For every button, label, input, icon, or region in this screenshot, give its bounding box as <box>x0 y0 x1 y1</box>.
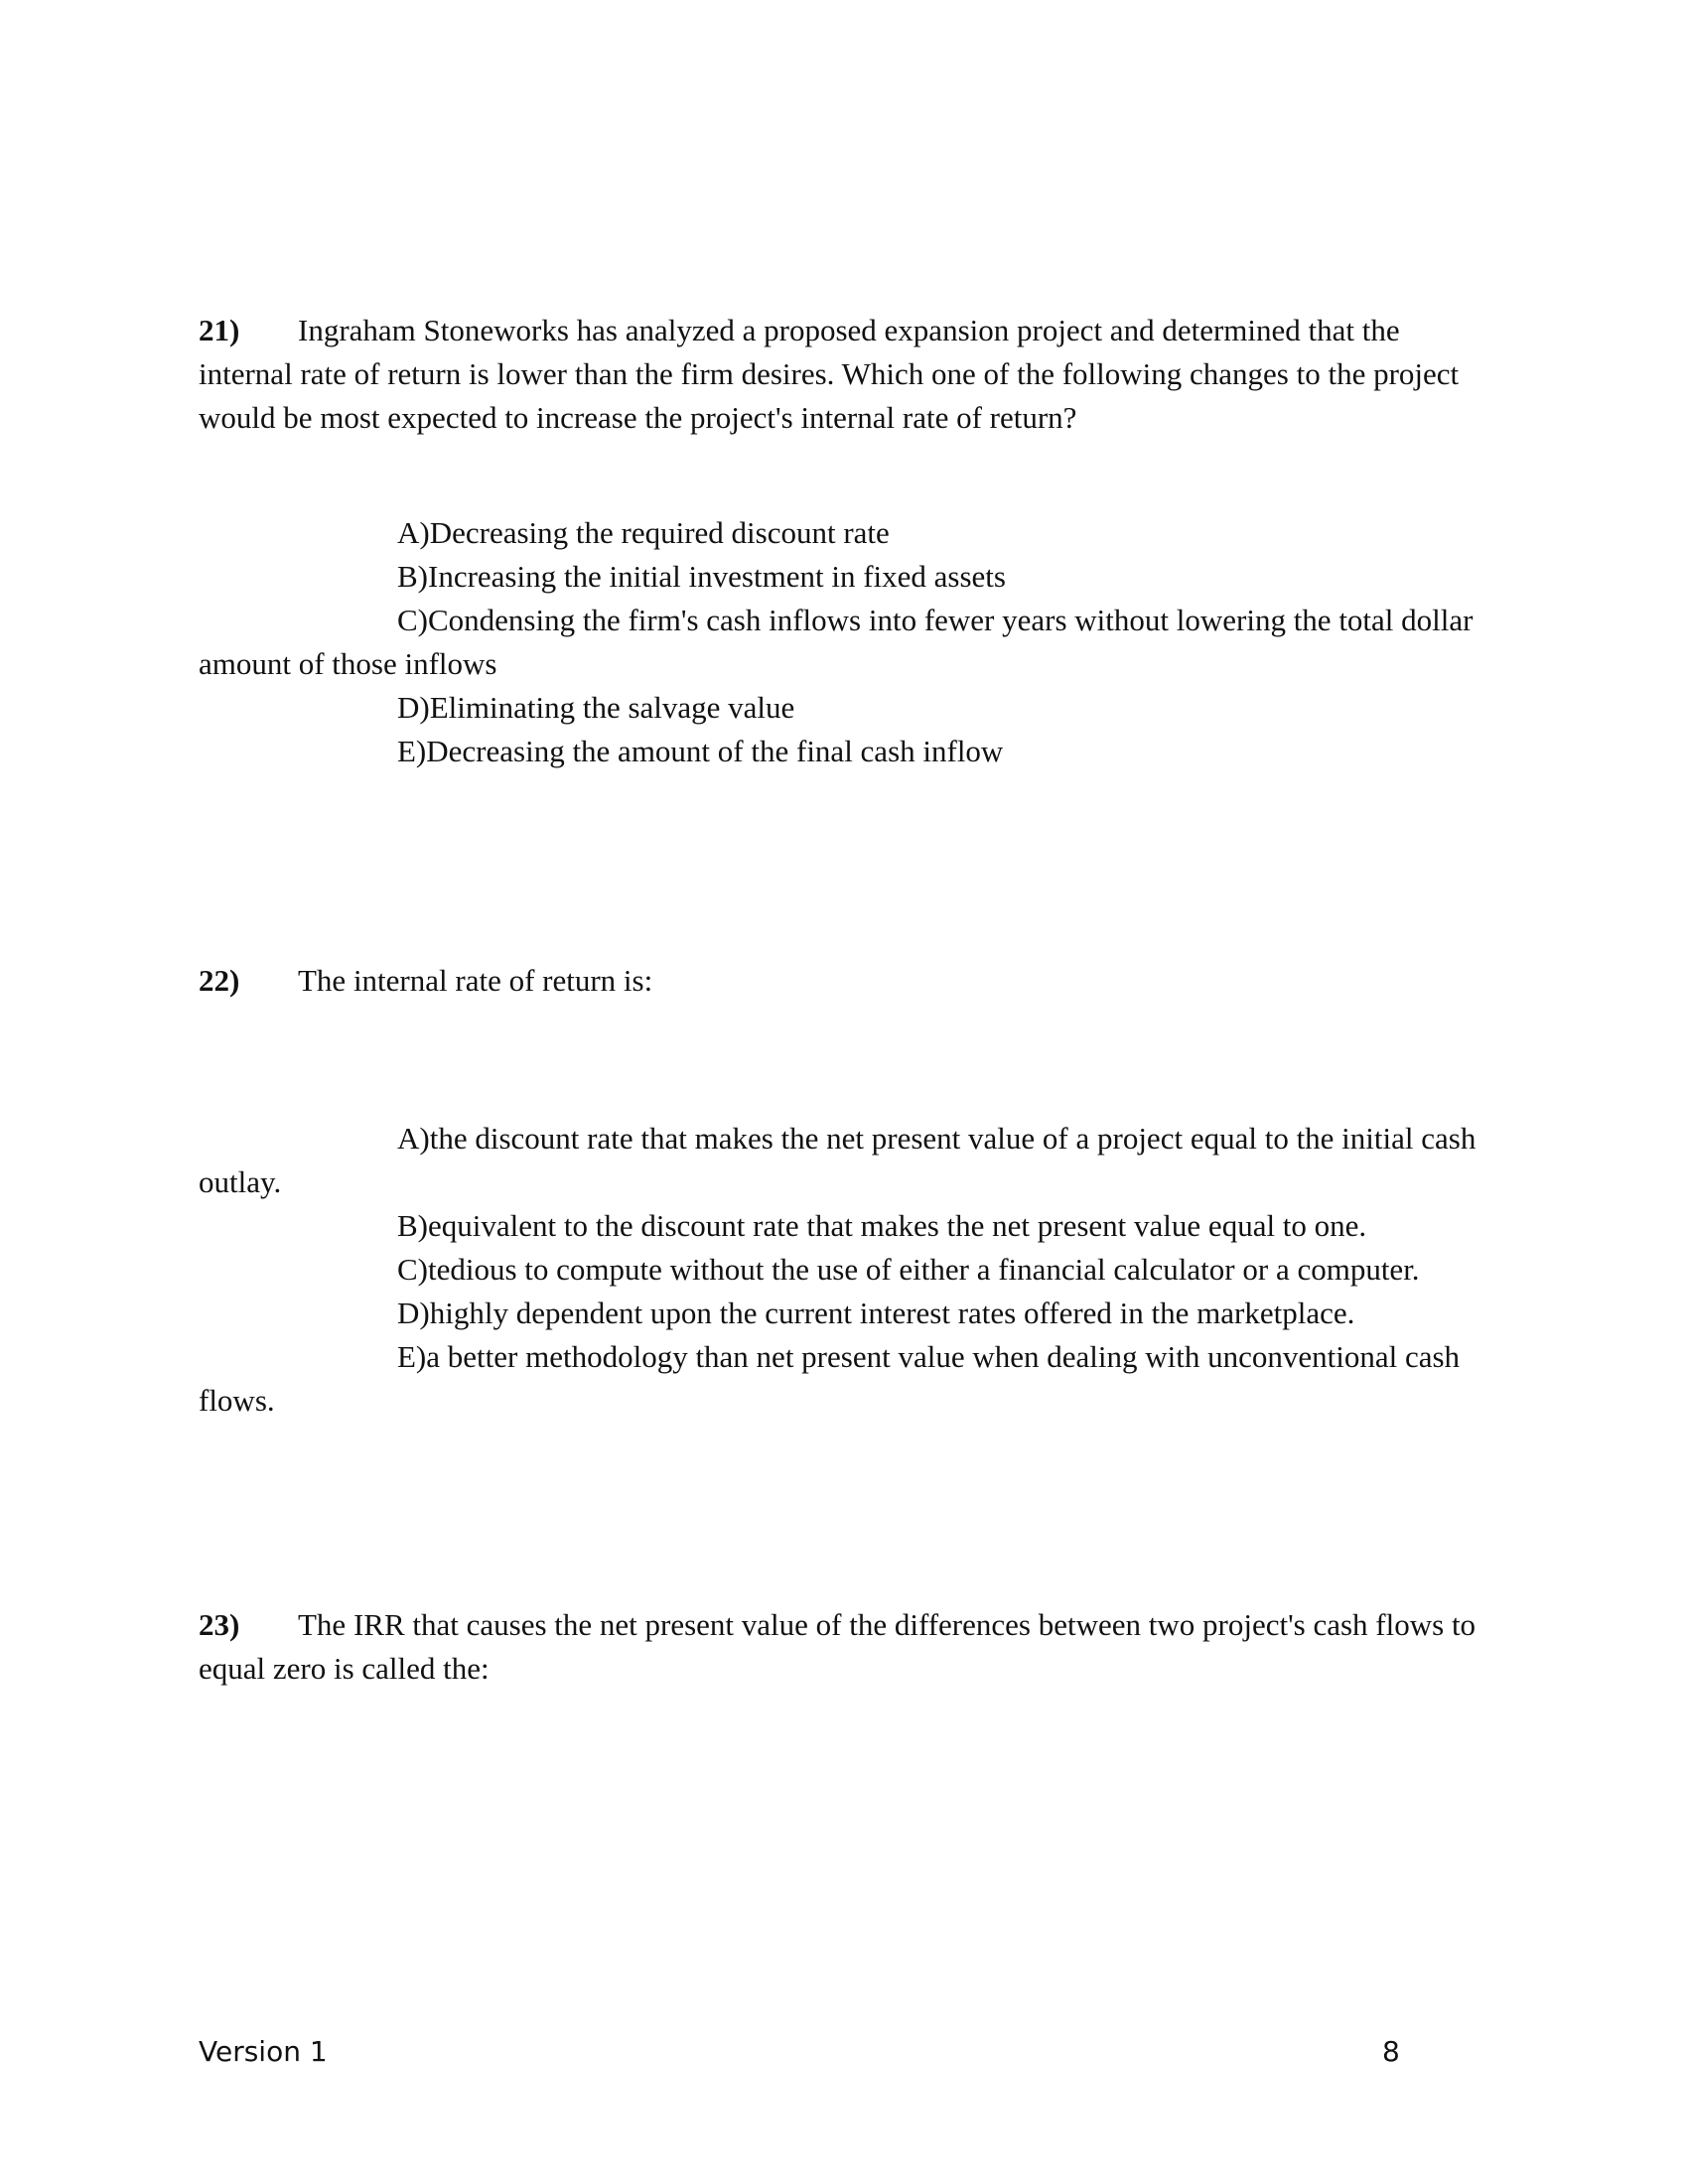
option-22-d <box>199 1292 1489 1335</box>
option-letter: A) <box>397 515 430 550</box>
question-number: 21) <box>199 313 240 347</box>
question-text: The IRR that causes the net present value of the differences between two project's cash flows to equal zero is called the: <box>199 1607 1477 1686</box>
question-text: Ingraham Stoneworks has analyzed a proposed expansion project and determined that the internal rate of return is lower than the firm desires. Which one of the following changes to the project would be most expected to increase the project's internal rate of return? <box>199 313 1460 435</box>
option-text: Condensing the firm's cash inflows into fewer years without lowering the total dollar amount of those inflows <box>199 603 1474 681</box>
option-letter: B) <box>397 1208 428 1243</box>
option-22-c <box>199 1248 1489 1292</box>
footer-page-number: 8 <box>1382 2035 1400 2068</box>
option-text: Decreasing the amount of the final cash inflow <box>426 734 1004 768</box>
question-number: 23) <box>199 1607 240 1642</box>
option-22-b <box>199 1204 1489 1248</box>
option-text: Eliminating the salvage value <box>429 690 795 725</box>
option-22-a <box>199 1117 1489 1204</box>
option-letter: D) <box>397 1296 430 1330</box>
option-letter: E) <box>397 1339 427 1374</box>
option-21-e <box>199 730 1489 773</box>
question-22 <box>199 959 1489 1003</box>
option-22-e <box>199 1335 1489 1423</box>
option-letter: A) <box>397 1121 430 1156</box>
option-text: a better methodology than net present value when dealing with unconventional cash flows. <box>199 1339 1461 1418</box>
option-text: highly dependent upon the current interest rates offered in the marketplace. <box>429 1296 1355 1330</box>
option-letter: B) <box>397 559 428 594</box>
option-text: Increasing the initial investment in fixed assets <box>428 559 1006 594</box>
question-number: 22) <box>199 963 240 998</box>
option-letter: C) <box>397 1252 428 1287</box>
option-21-b <box>199 555 1489 599</box>
option-21-a <box>199 511 1489 555</box>
footer-version: Version 1 <box>199 2035 328 2068</box>
question-21 <box>199 309 1489 440</box>
option-letter: E) <box>397 734 427 768</box>
option-text: Decreasing the required discount rate <box>429 515 890 550</box>
option-21-d <box>199 686 1489 730</box>
option-21-c <box>199 599 1489 686</box>
option-text: tedious to compute without the use of either a financial calculator or a computer. <box>428 1252 1420 1287</box>
option-letter: D) <box>397 690 430 725</box>
question-23 <box>199 1603 1489 1691</box>
option-letter: C) <box>397 603 428 637</box>
option-text: the discount rate that makes the net present value of a project equal to the initial cash outlay. <box>199 1121 1477 1199</box>
question-text: The internal rate of return is: <box>298 963 653 998</box>
option-text: equivalent to the discount rate that makes the net present value equal to one. <box>428 1208 1367 1243</box>
